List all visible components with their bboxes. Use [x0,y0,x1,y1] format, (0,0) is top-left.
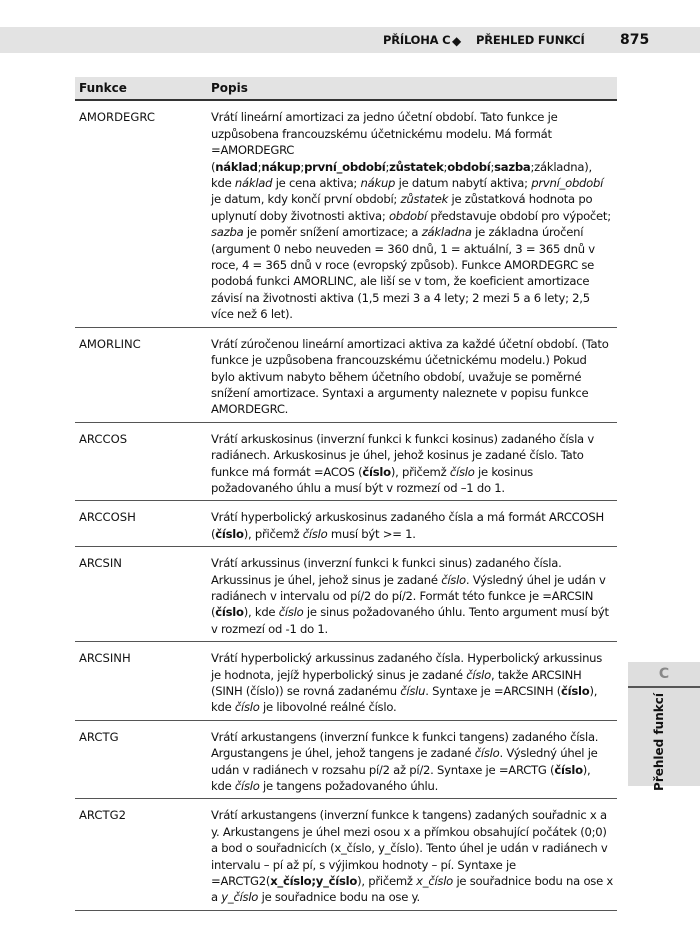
side-tab-label: Přehled funkcí [652,693,666,791]
function-name: ARCTG2 [75,803,207,910]
description-segment: číslo [362,464,391,479]
function-description [207,551,617,642]
description-segment: nákup [360,176,396,191]
description-segment: je zůstatková hodnota po uplynutí doby životnosti aktiva; [211,192,593,223]
column-header-description: Popis [207,77,617,100]
description-segment: ; [443,159,448,174]
description-segment: číslo [466,667,491,682]
description-segment: období [447,159,491,174]
description-segment: představuje období pro výpočet; [426,208,611,223]
description-segment: je kosinus požadovaného úhlu a musí být v rozmezí od –1 do 1. [211,464,533,495]
description-segment: je poměr snížení amortizace; a [243,225,422,240]
description-segment: ), kde [211,684,598,715]
description-segment: x_číslo;y_číslo [270,874,358,889]
description-segment: číslo [215,526,244,541]
description-segment: je datum nabytí aktiva; [395,176,532,191]
table-row [75,803,617,910]
description-segment: , takže ARCSINH (SINH (číslo)) se rovná zadanému [211,667,582,698]
appendix-label: PŘÍLOHA C [383,33,451,47]
column-header-function: Funkce [75,77,207,100]
description-segment: . Výsledný úhel je udán v radiánech v rozsahu pí/2 až pí/2. Syntaxe je =ARCTG ( [211,746,598,777]
description-segment: Vrátí hyperbolický arkussinus zadaného čísla. Hyperbolický arkussinus je hodnota, jejíž hyperbolický sinus je zadané [211,651,603,682]
separator-diamond-icon: ◆ [452,34,462,48]
side-thumb-tab [628,662,700,791]
description-segment: číslo [561,684,590,698]
function-table [75,77,617,911]
function-name: AMORDEGRC [75,105,207,327]
description-segment: zůstatek [400,192,449,207]
description-segment: je souřadnice bodu na ose x a [211,874,614,905]
description-segment: období [388,208,427,223]
description-segment: . Výsledný úhel je udán v radiánech v intervalu od pí/2 do pí/2. Formát této funkce je =ARCSIN ( [211,572,606,620]
description-segment: Vrátí arkustangens (inverzní funkce k tangens) zadaných souřadnic x a y. Arkustangens je úhel mezi osou x a přímkou obsahující počátek (0;0) a bod o souřadnicích (x_číslo, y_číslo). Tento úhel je udán v radiánech v intervalu – pí až pí, s výjimkou hodnoty – pí. Syntaxe je =ARCTG2( [211,808,608,889]
description-segment: ; [385,159,390,174]
function-description [207,427,617,501]
description-segment: Vrátí arkuskosinus (inverzní funkci k funkci kosinus) zadaného čísla v radiánech. Arkuskosinus je úhel, jehož kosinus je zadané číslo. Tato funkce má formát =ACOS ( [211,431,594,479]
description-segment: je cena aktiva; [272,176,361,191]
description-segment: číslo [474,746,500,761]
description-segment: ; [490,159,495,174]
description-segment: základna [421,225,472,240]
running-header-band [0,27,700,53]
description-segment: číslu [400,684,426,698]
page-number: 875 [620,32,650,48]
function-description [207,646,617,720]
description-segment: y_číslo [221,890,259,905]
description-segment: první_období [531,176,604,191]
description-segment: sazba [211,225,244,240]
table-row [75,505,617,546]
description-segment: číslo [554,762,583,777]
description-segment: číslo [278,605,304,620]
function-name: ARCSINH [75,646,207,720]
description-segment: Vrátí hyperbolický arkuskosinus zadaného čísla a má formát ARCCOSH ( [211,510,604,541]
function-description [207,105,617,327]
description-segment: Vrátí lineární amortizaci za jedno účetní období. Tato funkce je uzpůsobena francouzskému účetnickému modelu. Má formát =AMORDEGRC ( [211,110,558,174]
table-row [75,105,617,327]
function-description [207,803,617,910]
description-segment: Vrátí arkustangens (inverzní funkce k funkci tangens) zadaného čísla. Argustangens je úhel, jehož tangens je zadané [211,729,599,761]
description-segment: nákup [261,159,301,174]
description-segment: číslo [215,605,244,620]
description-segment: ; [300,159,305,174]
description-segment: . Syntaxe je =ARCSINH ( [425,684,562,698]
function-description [207,725,617,799]
description-segment: je souřadnice bodu na ose y. [258,890,420,905]
side-tab-letter: C [628,662,700,688]
description-segment: Vrátí arkussinus (inverzní funkci k funkci sinus) zadaného čísla. Arkussinus je úhel, jehož sinus je zadané [211,556,562,587]
table-row [75,551,617,642]
description-segment: ), kde [211,762,591,794]
table-row [75,646,617,720]
description-segment: číslo [234,779,260,794]
description-segment: náklad [215,159,258,174]
description-segment: zůstatek [389,159,444,174]
function-name: ARCCOSH [75,505,207,546]
description-segment: náklad [234,176,273,191]
description-segment: je tangens požadovaného úhlu. [259,779,439,794]
function-description [207,505,617,546]
description-segment: je datum, kdy končí první období; [211,192,401,207]
description-segment: ; [257,159,262,174]
description-segment: první_období [304,159,386,174]
description-segment: x_číslo [416,874,454,889]
table-row [75,332,617,423]
function-description [207,332,617,423]
description-segment: sazba [494,159,531,174]
description-segment: je libovolné reálné číslo. [259,700,397,715]
function-name: ARCSIN [75,551,207,642]
description-segment: ), přičemž [390,464,450,479]
description-segment: musí být >= 1. [327,526,416,541]
description-segment: číslo [441,572,466,587]
table-row [75,427,617,501]
description-segment: číslo [449,464,475,479]
section-label: PŘEHLED FUNKCÍ [476,33,585,47]
description-segment: ), kde [243,605,279,620]
description-segment: je sinus požadovaného úhlu. Tento argument musí být v rozmezí od -1 do 1. [211,605,609,636]
description-segment: ), přičemž [243,526,303,541]
description-segment: číslo [234,700,260,715]
function-name: ARCCOS [75,427,207,501]
description-segment: je základna úročení (argument 0 nebo neuveden = 360 dnů, 1 = aktuální, 3 = 365 dnů v roce, 4 = 365 dnů v roce (evropský způsob). Funkce AMORDEGRC se podobá funkci AMORLINC, ale liší se v tom, že koeficient amortizace závisí na životnosti aktiva (1,5 mezi 3 a 4 lety; 2 mezi 5 a 6 lety; 2,5 více než 6 let). [211,225,595,322]
description-segment: Vrátí zúročenou lineární amortizaci aktiva za každé účetní období. (Tato funkce je uzpůsobena francouzskému účetnickému modelu.) Pokud bylo aktivum nabyto během účetního období, uvažuje se poměrné snížení amortizace. Syntaxi a argumenty naleznete v popisu funkce AMORDEGRC. [211,336,609,417]
description-segment: ), přičemž [357,874,417,889]
table-row [75,725,617,799]
description-segment: číslo [302,526,328,541]
function-name: ARCTG [75,725,207,799]
function-name: AMORLINC [75,332,207,423]
description-segment: ;základna), kde [211,159,592,191]
